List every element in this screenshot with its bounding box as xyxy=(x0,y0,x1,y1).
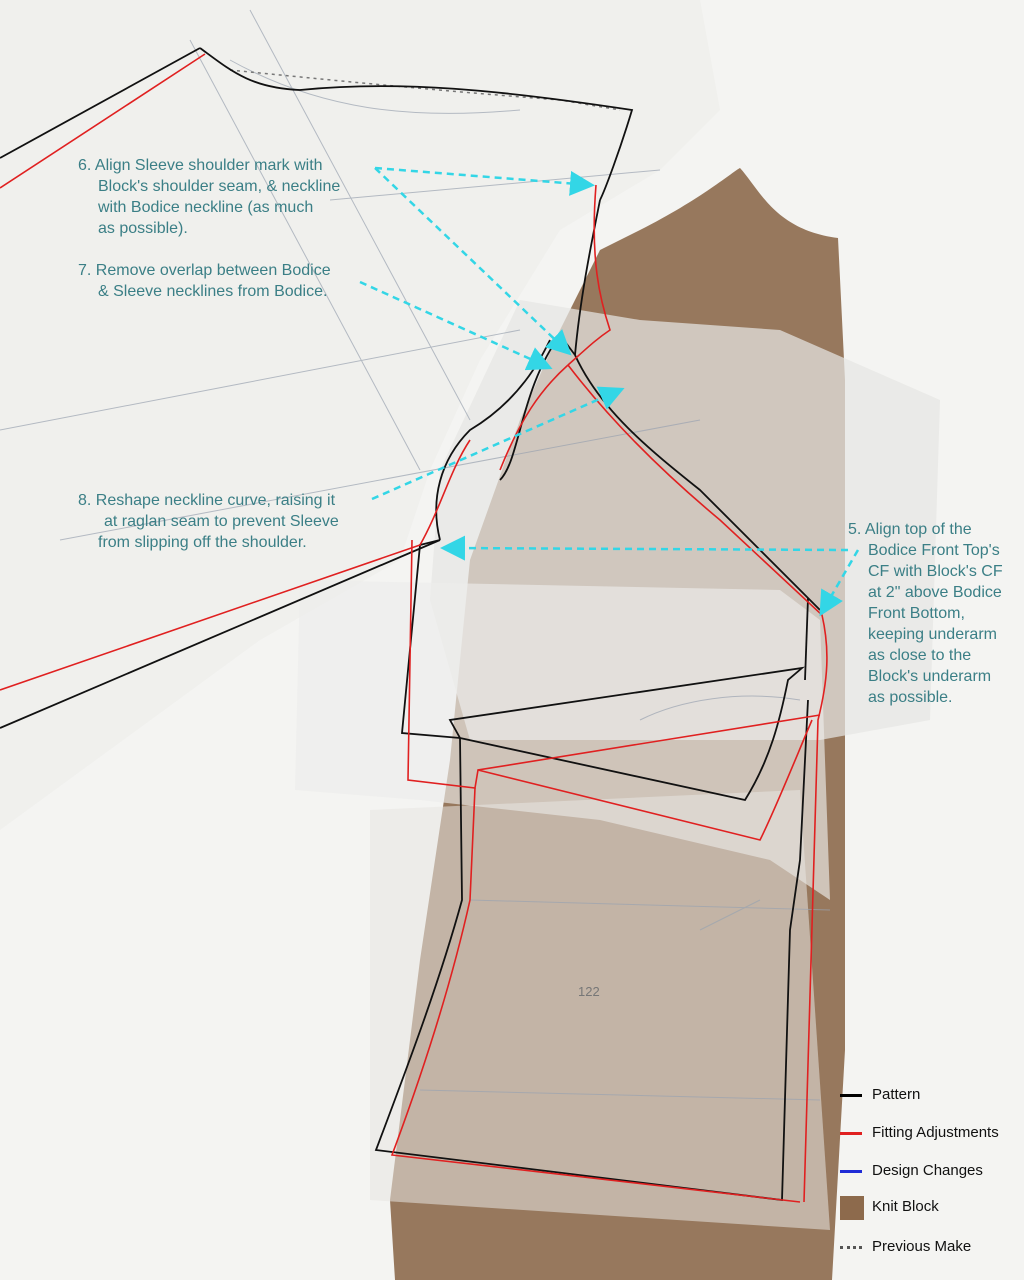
note-step6-line3: with Bodice neckline (as much xyxy=(98,199,314,216)
note-step8 xyxy=(78,490,339,553)
legend-item-knit-block xyxy=(838,1196,1018,1220)
design-swatch xyxy=(840,1170,862,1173)
note-step8-line3: from slipping off the shoulder. xyxy=(98,534,307,551)
note-step7 xyxy=(78,260,331,302)
note-step5-line1: 5. Align top of the xyxy=(848,521,972,538)
legend-label: Pattern xyxy=(872,1086,921,1103)
legend-item-fitting xyxy=(838,1122,1018,1146)
note-step5-line9: as possible. xyxy=(868,689,953,706)
note-step5-line7: as close to the xyxy=(868,647,972,664)
pattern-swatch xyxy=(840,1094,862,1097)
previous-make-swatch xyxy=(840,1246,862,1249)
note-step8-line2: at raglan seam to prevent Sleeve xyxy=(104,513,339,530)
note-step6 xyxy=(78,155,340,239)
note-step5-line2: Bodice Front Top's xyxy=(868,542,1000,559)
note-step7-line2: & Sleeve necklines from Bodice. xyxy=(98,283,328,300)
note-step7-line1: 7. Remove overlap between Bodice xyxy=(78,262,331,279)
knit-block-swatch xyxy=(840,1196,864,1220)
note-step8-line1: 8. Reshape neckline curve, raising it xyxy=(78,492,336,509)
note-step6-line4: as possible). xyxy=(98,220,188,237)
legend-item-pattern xyxy=(838,1084,1018,1108)
legend-label: Design Changes xyxy=(872,1162,983,1179)
note-step6-line1: 6. Align Sleeve shoulder mark with xyxy=(78,157,323,174)
note-step5-line5: Front Bottom, xyxy=(868,605,965,622)
fitting-swatch xyxy=(840,1132,862,1135)
legend-label: Previous Make xyxy=(872,1238,972,1255)
legend-label: Fitting Adjustments xyxy=(872,1124,999,1141)
note-step6-line2: Block's shoulder seam, & neckline xyxy=(98,178,341,195)
paper-mark: 122 xyxy=(578,984,600,999)
legend-label: Knit Block xyxy=(872,1198,939,1215)
note-step5-line3: CF with Block's CF xyxy=(868,563,1003,580)
note-step5-line8: Block's underarm xyxy=(868,668,992,685)
legend-item-design xyxy=(838,1160,1018,1184)
legend-item-previous-make xyxy=(838,1236,1018,1260)
note-step5 xyxy=(848,519,1003,708)
lower-tissue xyxy=(370,790,830,1230)
note-step5-line4: at 2" above Bodice xyxy=(868,584,1002,601)
note-step5-line6: keeping underarm xyxy=(868,626,997,643)
